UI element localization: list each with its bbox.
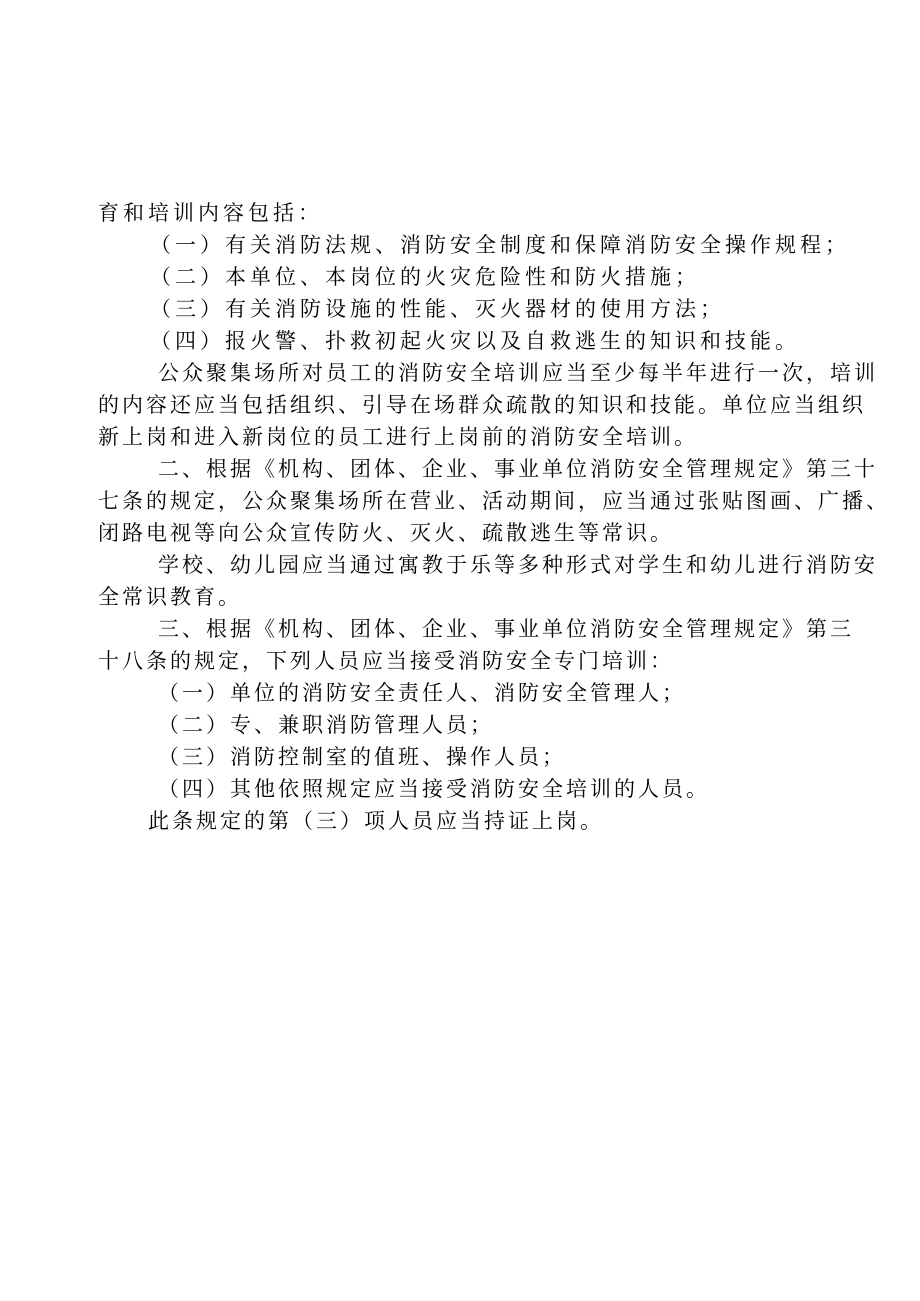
text-line: 三、根据《机构、团体、企业、事业单位消防安全管理规定》第三 bbox=[158, 617, 854, 641]
text-line: 育和培训内容包括： bbox=[98, 201, 323, 225]
text-line: 十八条的规定，下列人员应当接受消防安全专门培训： bbox=[98, 649, 674, 673]
text-line: 此条规定的第（三）项人员应当持证上岗。 bbox=[148, 809, 604, 833]
text-line: 公众聚集场所对员工的消防安全培训应当至少每半年进行一次，培训 bbox=[158, 361, 878, 385]
text-line: 闭路电视等向公众宣传防火、灭火、疏散逃生等常识。 bbox=[98, 521, 674, 545]
text-line: （一）有关消防法规、消防安全制度和保障消防安全操作规程； bbox=[150, 233, 850, 257]
text-line: （二）本单位、本岗位的火灾危险性和防火措施； bbox=[150, 265, 700, 289]
text-line: 全常识教育。 bbox=[98, 585, 242, 609]
text-line: 二、根据《机构、团体、企业、事业单位消防安全管理规定》第三十 bbox=[158, 457, 878, 481]
text-line: （一）单位的消防安全责任人、消防安全管理人； bbox=[158, 681, 686, 705]
text-line: （三）消防控制室的值班、操作人员； bbox=[158, 745, 566, 769]
text-line: 七条的规定，公众聚集场所在营业、活动期间，应当通过张贴图画、广播、 bbox=[98, 489, 890, 513]
text-line: 新上岗和进入新岗位的员工进行上岗前的消防安全培训。 bbox=[98, 425, 698, 449]
text-line: （三）有关消防设施的性能、灭火器材的使用方法； bbox=[150, 297, 725, 321]
text-line: （四）其他依照规定应当接受消防安全培训的人员。 bbox=[158, 777, 710, 801]
text-line: 的内容还应当包括组织、引导在场群众疏散的知识和技能。单位应当组织 bbox=[98, 393, 866, 417]
text-line: （二）专、兼职消防管理人员； bbox=[158, 713, 494, 737]
text-line: 学校、幼儿园应当通过寓教于乐等多种形式对学生和幼儿进行消防安 bbox=[158, 553, 878, 577]
text-line: （四）报火警、扑救初起火灾以及自救逃生的知识和技能。 bbox=[150, 329, 800, 353]
